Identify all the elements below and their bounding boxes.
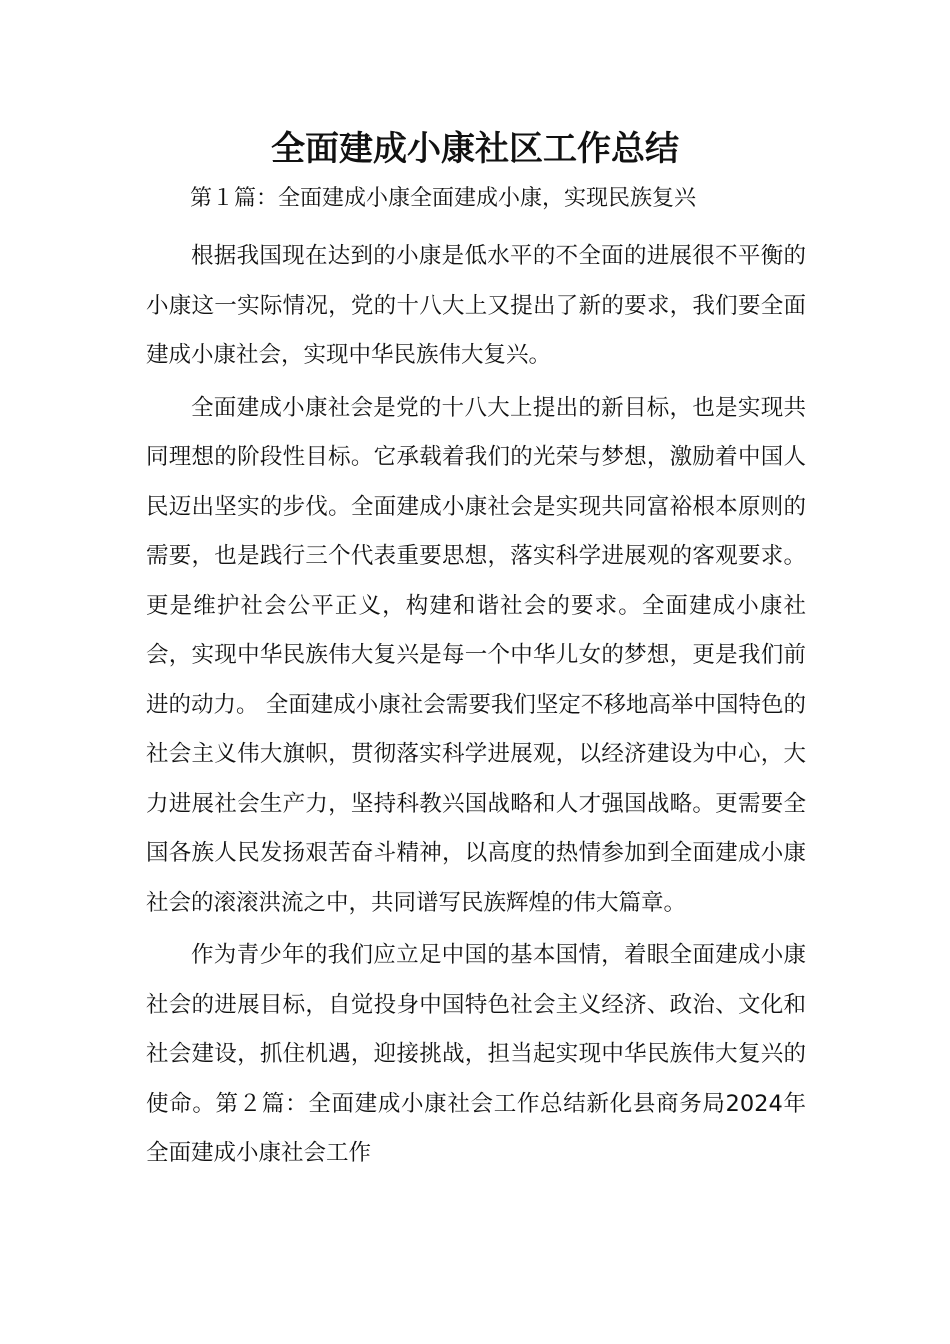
document-body [146, 232, 806, 1182]
paragraph-1: 根据我国现在达到的小康是低水平的不全面的进展很不平衡的小康这一实际情况，党的十八大上又提出了新的要求，我们要全面建成小康社会，实现中华民族伟大复兴。 [146, 243, 806, 368]
paragraph-2: 全面建成小康社会是党的十八大上提出的新目标，也是实现共同理想的阶段性目标。它承载着我们的光荣与梦想，激励着中国人民迈出坚实的步伐。全面建成小康社会是实现共同富裕根本原则的需要，也是践行三个代表重要思想，落实科学进展观的客观要求。更是维护社会公平正义，构建和谐社会的要求。全面建成小康社会，实现中华民族伟大复兴是每一个中华儿女的梦想，更是我们前进的动力。 全面建成小康社会需要我们坚定不移地高举中国特色的社会主义伟大旗帜，贯彻落实科学进展观，以经济建设为中心，大力进展社会生产力，坚持科教兴国战略和人才强国战略。更需要全国各族人民发扬艰苦奋斗精神，以高度的热情参加到全面建成小康社会的滚滚洪流之中，共同谱写民族辉煌的伟大篇章。 [146, 394, 806, 916]
paragraph-3: 作为青少年的我们应立足中国的基本国情，着眼全面建成小康社会的进展目标，自觉投身中国特色社会主义经济、政治、文化和社会建设，抓住机遇，迎接挑战，担当起实现中华民族伟大复兴的使命。第２篇：全面建成小康社会工作总结新化县商务局2024年全面建成小康社会工作 [146, 942, 806, 1166]
document-subtitle: 第１篇：全面建成小康全面建成小康，实现民族复兴 [190, 186, 697, 211]
document-title: 全面建成小康社区工作总结 [271, 129, 679, 169]
